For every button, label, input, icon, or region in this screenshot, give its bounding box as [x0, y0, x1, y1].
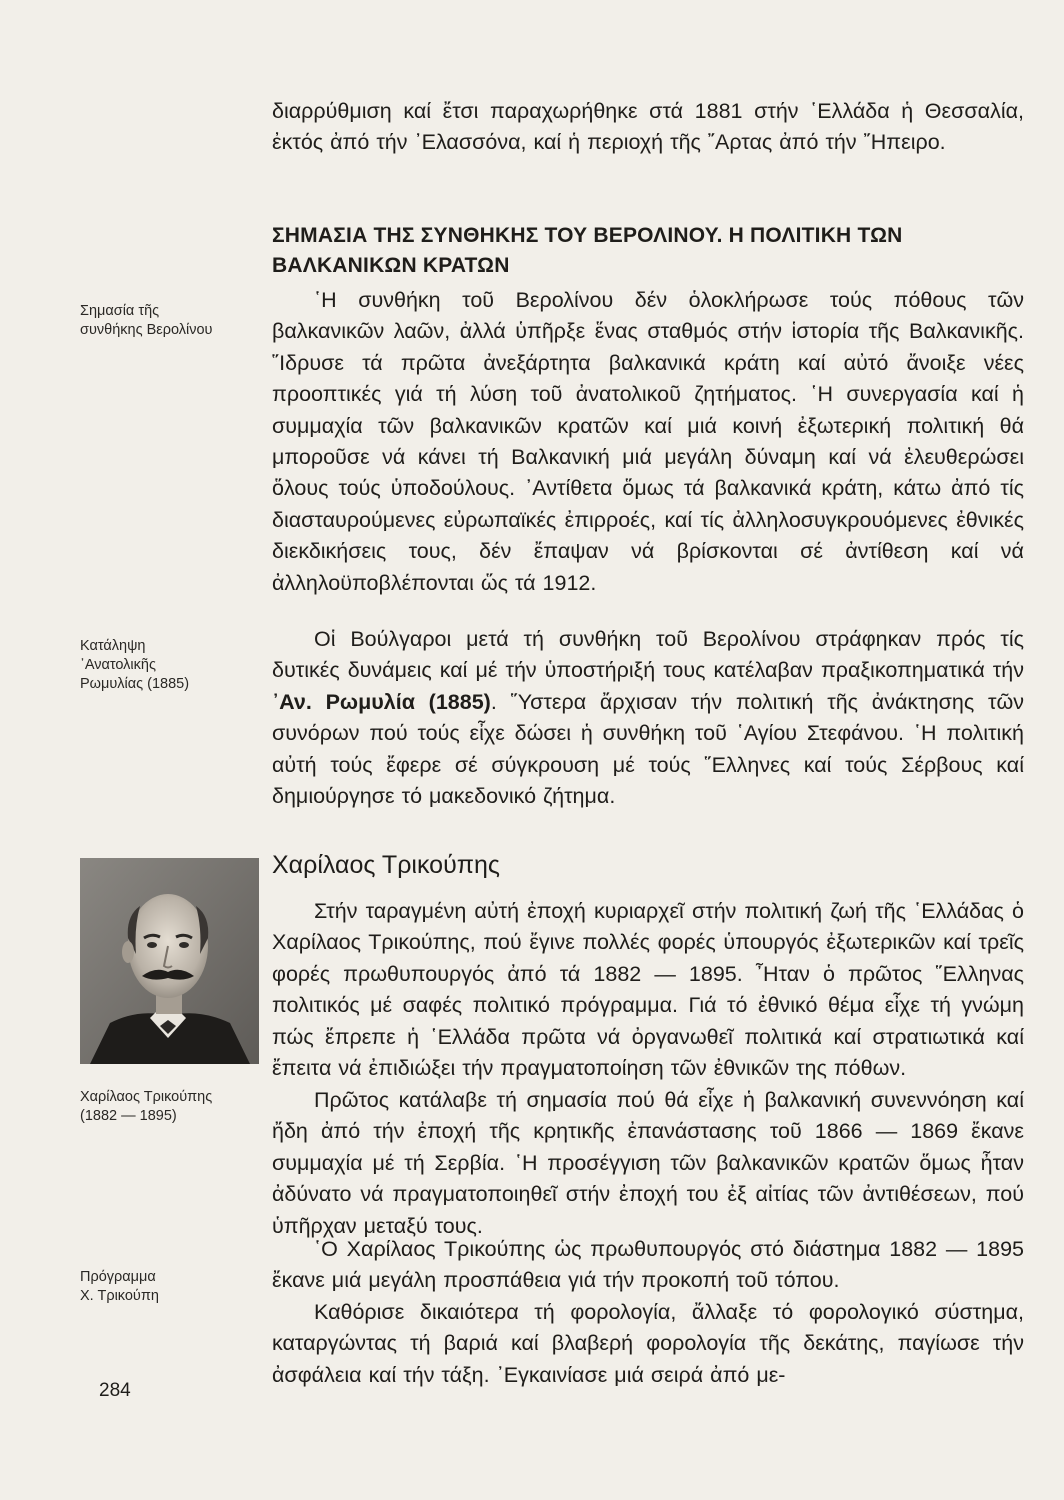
sidenote-berlin-significance [80, 302, 245, 340]
paragraph-bulgarians [272, 624, 1024, 812]
section-heading-line-2: ΒΑΛΚΑΝΙΚΩΝ ΚΡΑΤΩΝ [272, 254, 510, 277]
paragraph-berlin-treaty: ῾Η συνθήκη τοῦ Βερολίνου δέν ὁλοκλήρωσε τούς πόθους τῶν βαλκανικῶν λαῶν, ἀλλά ὑπῆρξε ἕνας σταθμός στήν ἱστορία τῆς Βαλκανικῆς. ῞Ιδρυσε τά πρῶτα ἀνεξάρτητα βαλκανικά κράτη καί αὐτό ἄνοιξε νέες προοπτικές γιά τή λύση τοῦ ἀνατολικοῦ ζητήματος. ῾Η συνεργασία καί ἡ συμμαχία τῶν βαλκανικῶν κρατῶν καί μιά κοινή ἐξωτερική πολιτική θά μποροῦσε νά κάνει τή Βαλκανική μιά μεγάλη δύναμη καί νά ἐλευθερώσει ὅλους τούς ὑποδούλους. ᾿Αντίθετα ὅμως τά βαλκανικά κράτη, κάτω ἀπό τίς διασταυρούμενες εὐρωπαϊκές ἐπιρροές, καί τίς ἀλληλοσυγκρουόμενες ἐθνικές διεκδικήσεις τους, δέν ἔπαψαν νά βρίσκονται σέ ἀντίθεση καί νά ἀλληλοϋποβλέπονται ὥς τά 1912. [272, 288, 1024, 595]
sidenote-line: Χ. Τρικούπη [80, 1288, 159, 1304]
sidenote-line: Ρωμυλίας (1885) [80, 676, 190, 692]
sidenote-portrait-caption [80, 1088, 245, 1126]
paragraph-trikoupis-1: Στήν ταραγμένη αὐτή ἐποχή κυριαρχεῖ στήν πολιτική ζωή τῆς ῾Ελλάδας ὁ Χαρίλαος Τρικούπης, πού ἔγινε πολλές φορές ὑπουργός ἐξωτερικῶν καί τρεῖς φορές πρωθυπουργός ἀπό τά 1882 — 1895. ῏Ηταν ὁ πρῶτος ῞Ελληνας πολιτικός μέ σαφές πολιτικό πρόγραμμα. Γιά τό ἐθνικό θέμα εἶχε τή γνώμη πώς ἔπρεπε ἡ ῾Ελλάδα πρῶτα νά ὀργανωθεῖ πολιτικά καί στρατιωτικά καί ἔπειτα νά ἐπιδιώξει τήν πραγματοποίηση τῶν ἐθνικῶν της πόθων. [272, 899, 1024, 1081]
sidenote-line: συνθήκης Βερολίνου [80, 322, 213, 338]
paragraph-bulgarians-part-2: . ῞Υστερα ἄρχισαν τήν πολιτική τῆς ἀνάκτησης τῶν συνόρων πού τούς εἶχε δώσει ἡ συνθήκη τοῦ ῾Αγίου Στεφάνου. ῾Η πολιτική αὐτή τούς ἔφερε σέ σύγκρουση μέ τούς ῞Ελληνες καί τούς Σέρβους καί δημιούργησε τό μακεδονικό ζήτημα. [272, 689, 1024, 809]
rumelia-emphasis: ᾿Αν. Ρωμυλία (1885) [272, 689, 491, 714]
trikoupis-portrait [80, 858, 259, 1064]
paragraph-trikoupis-4: Καθόρισε δικαιότερα τή φορολογία, ἄλλαξε τό φορολογικό σύστημα, καταργώντας τή βαριά καί βλαβερή φορολογία τῆς δεκάτης, παγίωσε τήν ἀσφάλεια καί τήν τάξη. ᾿Εγκαινίασε μιά σειρά ἀπό με- [272, 1300, 1024, 1387]
paragraph-trikoupis-2: Πρῶτος κατάλαβε τή σημασία πού θά εἶχε ἡ βαλκανική συνεννόηση καί ἤδη ἀπό τήν ἐποχή τῆς κρητικῆς ἐπανάστασης τοῦ 1866 — 1869 ἔκανε συμμαχία μέ τή Σερβία. ῾Η προσέγγιση τῶν βαλκανικῶν κρατῶν ὅμως ἦταν ἀδύνατο νά πραγματοποιηθεῖ στήν ἐποχή του ἐξ αἰτίας τῶν ἀντιθέσεων, πού ὑπῆρχαν μεταξύ τους. [272, 1088, 1024, 1238]
portrait-photo [80, 858, 259, 1064]
sidenote-line: Πρόγραμμα [80, 1269, 156, 1285]
caption-name: Χαρίλαος Τρικούπης [80, 1089, 213, 1105]
sidenote-line: Σημασία τῆς [80, 303, 160, 319]
caption-years: (1882 — 1895) [80, 1108, 177, 1124]
sidenote-line: Κατάληψη [80, 638, 146, 654]
section-heading-line-1: ΣΗΜΑΣΙΑ ΤΗΣ ΣΥΝΘΗΚΗΣ ΤΟΥ ΒΕΡΟΛΙΝΟΥ. Η ΠΟΛΙΤΙΚΗ ΤΩΝ [272, 224, 903, 247]
page-number: 284 [99, 1380, 131, 1401]
sidenote-line: ᾿Ανατολικῆς [80, 657, 156, 673]
sidenote-program [80, 1268, 245, 1306]
intro-paragraph: διαρρύθμιση καί ἔτσι παραχωρήθηκε στά 1881 στήν ῾Ελλάδα ἡ Θεσσαλία, ἐκτός ἀπό τήν ᾿Ελασσόνα, καί ἡ περιοχή τῆς ῎Αρτας ἀπό τήν ῎Ηπειρο. [272, 99, 1024, 155]
paragraph-bulgarians-part-1: Οἱ Βούλγαροι μετά τή συνθήκη τοῦ Βερολίνου στράφηκαν πρός τίς δυτικές δυνάμεις καί μέ τήν ὑποστήριξή τους κατέλαβαν πραξικοπηματικά τήν [272, 627, 1024, 683]
subheading-trikoupis: Χαρίλαος Τρικούπης [272, 851, 500, 879]
sidenote-rumelia-occupation [80, 637, 245, 694]
section-heading [272, 221, 1024, 281]
paragraph-trikoupis-3: ῾Ο Χαρίλαος Τρικούπης ὡς πρωθυπουργός στό διάστημα 1882 — 1895 ἔκανε μιά μεγάλη προσπάθεια γιά τήν προκοπή τοῦ τόπου. [272, 1237, 1024, 1293]
